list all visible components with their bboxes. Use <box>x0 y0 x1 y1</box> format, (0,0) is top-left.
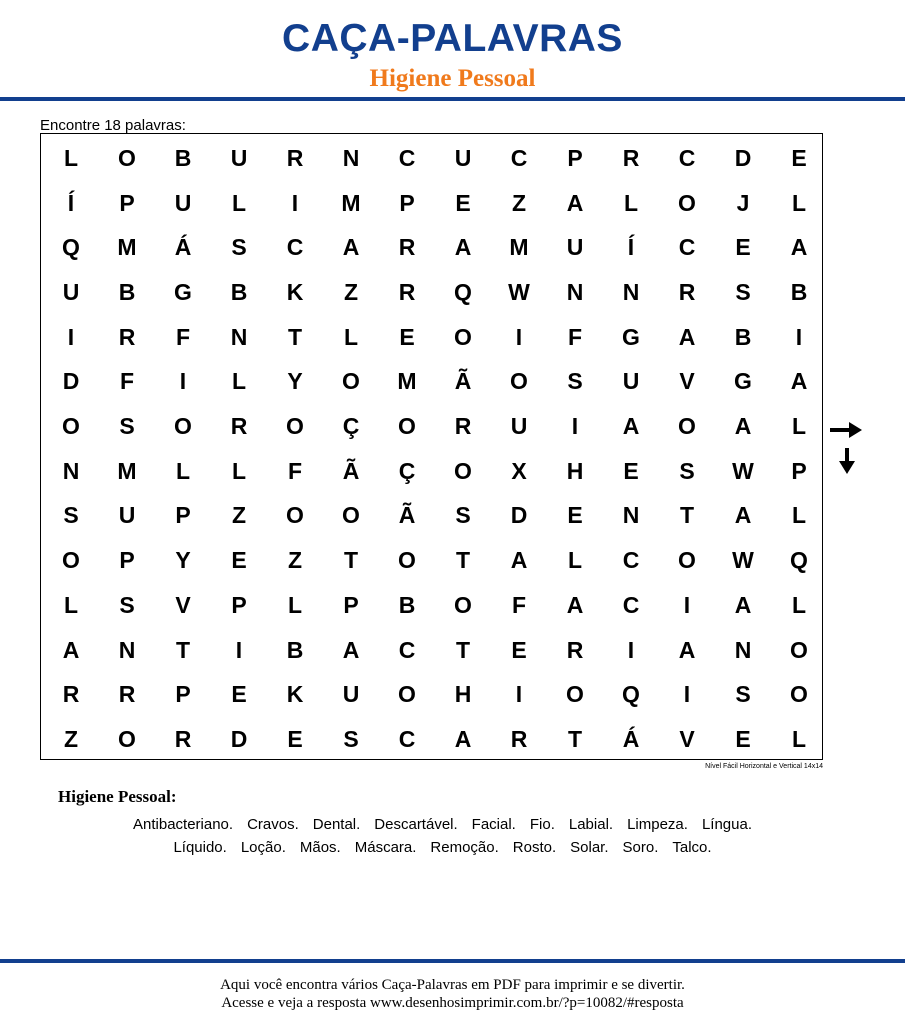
grid-letter: R <box>510 725 528 752</box>
grid-letter: O <box>790 681 808 708</box>
grid-letter: Í <box>67 189 75 216</box>
grid-letter: L <box>791 502 807 529</box>
grid-letter: F <box>119 368 135 395</box>
grid-letter: N <box>118 636 136 663</box>
word-list-item: Soro. <box>622 839 659 856</box>
grid-letter: O <box>174 413 192 440</box>
grid-letter: A <box>62 636 80 663</box>
grid-letter: I <box>235 636 243 663</box>
grid-letter: M <box>509 234 529 261</box>
grid-letter: L <box>231 457 247 484</box>
grid-letter: C <box>398 725 416 752</box>
grid-letter: A <box>734 502 752 529</box>
grid-letter: L <box>791 413 807 440</box>
grid-letter: C <box>510 144 528 171</box>
level-note: Nível Fácil Horizontal e Vertical 14x14 <box>705 763 823 770</box>
word-list-item: Máscara. <box>354 839 417 856</box>
grid-letter: R <box>118 323 136 350</box>
grid-letter: K <box>286 681 304 708</box>
grid-letter: A <box>678 636 696 663</box>
grid-letter: S <box>567 368 583 395</box>
grid-letter: S <box>119 591 135 618</box>
grid-letter: A <box>790 234 808 261</box>
grid-letter: Y <box>175 547 191 574</box>
grid-letter: C <box>398 144 416 171</box>
grid-letter: R <box>678 278 696 305</box>
grid-letter: N <box>566 278 584 305</box>
grid-letter: H <box>566 457 584 484</box>
grid-letter: P <box>567 144 583 171</box>
grid-letter: K <box>286 278 304 305</box>
grid-letter: U <box>174 189 192 216</box>
grid-letter: W <box>732 457 754 484</box>
grid-letter: E <box>231 547 247 574</box>
grid-letter: S <box>63 502 79 529</box>
grid-letter: C <box>678 234 696 261</box>
grid-letter: P <box>175 681 191 708</box>
grid-letter: O <box>342 368 360 395</box>
grid-letter: L <box>287 591 303 618</box>
grid-letter: S <box>679 457 695 484</box>
grid-letter: N <box>62 457 80 484</box>
grid-letter: Q <box>622 681 640 708</box>
grid-letter: E <box>287 725 303 752</box>
grid-letter: R <box>398 234 416 261</box>
grid-letter: I <box>683 591 691 618</box>
letter-grid <box>40 133 823 760</box>
grid-letter: R <box>622 144 640 171</box>
page-title: CAÇA-PALAVRAS <box>282 17 623 60</box>
word-list-item: Loção. <box>240 839 286 856</box>
grid-letter: Á <box>174 234 192 261</box>
grid-letter: O <box>678 547 696 574</box>
grid-letter: O <box>454 323 472 350</box>
grid-letter: V <box>679 725 695 752</box>
grid-letter: R <box>286 144 304 171</box>
grid-letter: L <box>63 144 79 171</box>
grid-letter: E <box>399 323 415 350</box>
grid-letter: O <box>62 413 80 440</box>
grid-letter: I <box>795 323 803 350</box>
grid-letter: F <box>175 323 191 350</box>
grid-letter: M <box>341 189 361 216</box>
grid-letter: T <box>455 547 471 574</box>
grid-letter: R <box>566 636 584 663</box>
grid-letter: B <box>174 144 192 171</box>
grid-letter: U <box>118 502 136 529</box>
grid-letter: U <box>510 413 528 440</box>
grid-letter: P <box>175 502 191 529</box>
grid-letter: Y <box>287 368 303 395</box>
word-list-item: Remoção. <box>430 839 499 856</box>
grid-letter: Z <box>63 725 79 752</box>
grid-letter: N <box>622 502 640 529</box>
header-divider <box>0 97 905 101</box>
grid-letter: E <box>511 636 527 663</box>
grid-letter: Ã <box>454 368 472 395</box>
grid-letter: Q <box>454 278 472 305</box>
grid-letter: C <box>622 591 640 618</box>
grid-letter: N <box>622 278 640 305</box>
grid-letter: I <box>571 413 579 440</box>
word-list-item: Descartável. <box>374 816 458 833</box>
grid-letter: Í <box>627 234 635 261</box>
grid-letter: S <box>231 234 247 261</box>
grid-letter: U <box>566 234 584 261</box>
grid-letter: A <box>510 547 528 574</box>
grid-letter: R <box>118 681 136 708</box>
grid-letter: S <box>735 681 751 708</box>
grid-letter: E <box>455 189 471 216</box>
grid-letter: R <box>454 413 472 440</box>
grid-letter: L <box>231 189 247 216</box>
grid-letter: R <box>230 413 248 440</box>
grid-letter: J <box>736 189 750 216</box>
grid-letter: W <box>508 278 530 305</box>
grid-letter: G <box>174 278 192 305</box>
grid-letter: T <box>175 636 191 663</box>
grid-letter: C <box>678 144 696 171</box>
grid-letter: E <box>791 144 807 171</box>
grid-letter: A <box>622 413 640 440</box>
grid-letter: X <box>511 457 527 484</box>
grid-letter: N <box>734 636 752 663</box>
grid-letter: L <box>343 323 359 350</box>
grid-letter: A <box>790 368 808 395</box>
grid-letter: Ç <box>398 457 416 484</box>
grid-letter: L <box>231 368 247 395</box>
grid-letter: B <box>398 591 416 618</box>
grid-letter: W <box>732 547 754 574</box>
word-list-item: Talco. <box>672 839 712 856</box>
grid-letter: O <box>398 547 416 574</box>
grid-letter: F <box>511 591 527 618</box>
grid-letter: O <box>454 591 472 618</box>
grid-letter: E <box>735 234 751 261</box>
grid-letter: O <box>118 144 136 171</box>
grid-letter: D <box>510 502 528 529</box>
word-list-heading: Higiene Pessoal: <box>58 787 177 806</box>
grid-letter: O <box>454 457 472 484</box>
grid-letter: U <box>622 368 640 395</box>
grid-letter: C <box>622 547 640 574</box>
grid-letter: Á <box>622 725 640 752</box>
grid-letter: T <box>455 636 471 663</box>
grid-letter: D <box>230 725 248 752</box>
grid-letter: N <box>342 144 360 171</box>
grid-letter: P <box>343 591 359 618</box>
grid-letter: L <box>567 547 583 574</box>
grid-letter: U <box>342 681 360 708</box>
grid-letter: Ç <box>342 413 360 440</box>
grid-letter: O <box>286 413 304 440</box>
grid-letter: O <box>342 502 360 529</box>
grid-letter: A <box>454 234 472 261</box>
grid-letter: O <box>566 681 584 708</box>
grid-letter: Z <box>343 278 359 305</box>
grid-letter: E <box>567 502 583 529</box>
word-list-item: Solar. <box>570 839 609 856</box>
footer-link-text: Acesse e veja a resposta www.desenhosimprimir.com.br/?p=10082/#resposta <box>221 995 684 1011</box>
grid-letter: B <box>790 278 808 305</box>
grid-letter: B <box>734 323 752 350</box>
grid-letter: C <box>286 234 304 261</box>
grid-letter: G <box>734 368 752 395</box>
arrow-down-icon <box>838 447 856 475</box>
grid-letter: I <box>291 189 299 216</box>
grid-letter: Z <box>231 502 247 529</box>
grid-letter: Z <box>511 189 527 216</box>
grid-letter: S <box>343 725 359 752</box>
grid-letter: U <box>230 144 248 171</box>
grid-letter: O <box>398 413 416 440</box>
grid-letter: I <box>627 636 635 663</box>
grid-letter: N <box>230 323 248 350</box>
grid-letter: P <box>119 189 135 216</box>
grid-letter: E <box>623 457 639 484</box>
grid-letter: P <box>231 591 247 618</box>
grid-letter: Ã <box>342 457 360 484</box>
grid-letter: D <box>734 144 752 171</box>
grid-letter: A <box>454 725 472 752</box>
grid-letter: V <box>175 591 191 618</box>
grid-letter: O <box>286 502 304 529</box>
grid-letter: P <box>399 189 415 216</box>
grid-letter: P <box>791 457 807 484</box>
word-list-item: Líquido. <box>173 839 227 856</box>
grid-letter: F <box>287 457 303 484</box>
word-list-line-1 <box>0 816 885 834</box>
grid-letter: O <box>398 681 416 708</box>
grid-letter: M <box>117 234 137 261</box>
word-list-item: Labial. <box>568 816 614 833</box>
word-list-item: Mãos. <box>299 839 341 856</box>
grid-letter: B <box>118 278 136 305</box>
grid-letter: Ã <box>398 502 416 529</box>
grid-letter: Q <box>62 234 80 261</box>
grid-letter: M <box>397 368 417 395</box>
grid-letter: A <box>342 636 360 663</box>
grid-letter: I <box>683 681 691 708</box>
grid-letter: O <box>678 189 696 216</box>
word-list-item: Cravos. <box>247 816 299 833</box>
page-subtitle: Higiene Pessoal <box>369 65 536 92</box>
grid-letter: Z <box>287 547 303 574</box>
grid-letter: C <box>398 636 416 663</box>
grid-letter: E <box>735 725 751 752</box>
footer-text: Aqui você encontra vários Caça-Palavras em PDF para imprimir e se divertir. <box>220 977 685 993</box>
grid-letter: S <box>735 278 751 305</box>
grid-letter: A <box>734 591 752 618</box>
grid-letter: I <box>515 681 523 708</box>
grid-letter: A <box>678 323 696 350</box>
grid-letter: O <box>62 547 80 574</box>
grid-letter: O <box>510 368 528 395</box>
grid-letter: M <box>117 457 137 484</box>
grid-letter: S <box>119 413 135 440</box>
grid-letter: B <box>286 636 304 663</box>
grid-letter: L <box>791 189 807 216</box>
grid-letter: A <box>734 413 752 440</box>
grid-letter: I <box>67 323 75 350</box>
word-list-line-2 <box>0 839 885 857</box>
grid-letter: E <box>231 681 247 708</box>
grid-letter: A <box>342 234 360 261</box>
grid-letter: T <box>567 725 583 752</box>
grid-letter: I <box>179 368 187 395</box>
grid-letter: V <box>679 368 695 395</box>
grid-letter: O <box>678 413 696 440</box>
puzzle-instruction: Encontre 18 palavras: <box>40 117 186 134</box>
word-list-item: Limpeza. <box>627 816 688 833</box>
grid-letter: L <box>175 457 191 484</box>
grid-letter: D <box>62 368 80 395</box>
footer-divider <box>0 959 905 963</box>
word-list-item: Rosto. <box>512 839 557 856</box>
grid-letter: U <box>454 144 472 171</box>
word-list-item: Facial. <box>471 816 516 833</box>
grid-letter: L <box>63 591 79 618</box>
grid-letter: I <box>515 323 523 350</box>
grid-letter: S <box>455 502 471 529</box>
grid-letter: T <box>679 502 695 529</box>
grid-letter: A <box>566 591 584 618</box>
grid-letter: O <box>790 636 808 663</box>
grid-letter: R <box>174 725 192 752</box>
grid-letter: U <box>62 278 80 305</box>
grid-letter: H <box>454 681 472 708</box>
grid-letter: T <box>343 547 359 574</box>
word-list-item: Língua. <box>701 816 752 833</box>
grid-letter: T <box>287 323 303 350</box>
grid-letter: A <box>566 189 584 216</box>
grid-letter: R <box>398 278 416 305</box>
grid-letter: F <box>567 323 583 350</box>
grid-letter: G <box>622 323 640 350</box>
grid-letter: O <box>118 725 136 752</box>
word-list-item: Dental. <box>312 816 361 833</box>
grid-letter: R <box>62 681 80 708</box>
grid-letter: P <box>119 547 135 574</box>
grid-letter: L <box>791 591 807 618</box>
word-list-item: Fio. <box>529 816 555 833</box>
arrow-right-icon <box>829 421 863 439</box>
grid-letter: Q <box>790 547 808 574</box>
grid-letter: B <box>230 278 248 305</box>
word-list-item: Antibacteriano. <box>133 816 234 833</box>
grid-letter: L <box>623 189 639 216</box>
grid-letter: L <box>791 725 807 752</box>
